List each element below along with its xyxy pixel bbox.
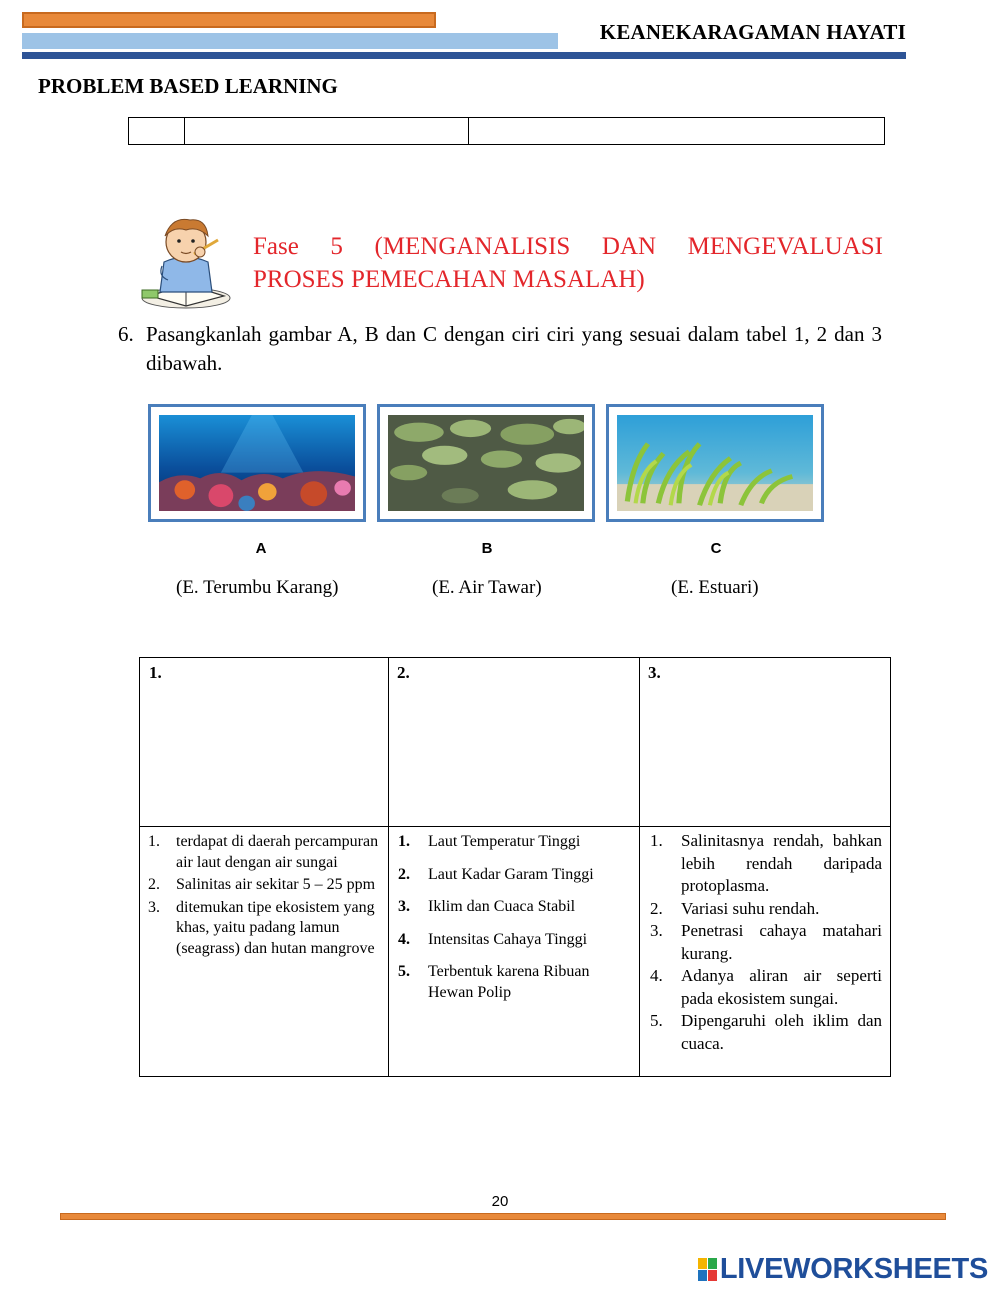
image-label-b: B [481,540,493,557]
header-blue-bar [22,33,558,49]
image-caption-b: (E. Air Tawar) [432,577,542,598]
document-title: KEANEKARAGAMAN HAYATI [599,20,906,44]
top-empty-table [128,117,885,145]
list-item: 4. Adanya aliran air seperti pada ekosistem sungai. [650,966,882,1008]
seagrass-estuary-photo [606,404,824,522]
question-number: 6. [118,322,134,346]
header-navy-bar [22,52,906,59]
list-item: 4. Intensitas Cahaya Tinggi [398,930,588,948]
list-item: 3. ditemukan tipe ekosistem yang khas, yaitu padang lamun (seagrass) dan hutan mangrove [148,898,375,957]
phase-heading [253,230,883,296]
liveworksheets-brand: LIVEWORKSHEETS [719,1253,988,1285]
list-item: 2. Variasi suhu rendah. [650,898,820,918]
characteristics-list-2 [398,832,638,1015]
list-item: 3. Iklim dan Cuaca Stabil [398,898,576,915]
matching-table [139,657,891,1077]
list-item: 2. Laut Kadar Garam Tinggi [398,865,594,883]
header-orange-bar [22,12,436,28]
freshwater-pond-photo [377,404,595,522]
image-caption-c: (E. Estuari) [671,577,759,598]
list-item: 5. Terbentuk karena Ribuan Hewan Polip [398,963,590,1001]
coral-reef-photo [148,404,366,522]
footer-orange-bar [60,1213,946,1220]
phase-heading-line2: PROSES PEMECAHAN MASALAH) [253,266,645,293]
table-header-2: 2. [397,663,410,682]
list-item: 1. Laut Temperatur Tinggi [398,833,581,850]
table-header-3: 3. [648,663,661,682]
liveworksheets-logo[interactable] [698,1253,988,1286]
phase-heading-line1: Fase 5 (MENGANALISIS DAN MENGEVALUASI [253,233,883,260]
characteristics-list-1 [148,832,380,961]
image-caption-a: (E. Terumbu Karang) [176,577,339,598]
list-item: 2. Salinitas air sekitar 5 – 25 ppm [148,876,376,893]
list-item: 1. Salinitasnya rendah, bahkan lebih rendah daripada protoplasma. [650,831,882,895]
list-item: 3. Penetrasi cahaya matahari kurang. [650,921,882,963]
list-item: 1. terdapat di daerah percampuran air laut dengan air sungai [148,833,379,871]
image-label-a: A [255,540,267,557]
characteristics-list-3 [650,830,882,1055]
list-item: 5. Dipengaruhi oleh iklim dan cuaca. [650,1011,882,1053]
question [118,320,882,378]
section-title: PROBLEM BASED LEARNING [38,74,338,98]
liveworksheets-icon [698,1258,717,1281]
page-number: 20 [491,1193,509,1210]
student-reading-icon [138,210,234,310]
image-label-c: C [710,540,722,557]
question-text: Pasangkanlah gambar A, B dan C dengan ciri ciri yang sesuai dalam tabel 1, 2 dan 3 dibawah. [146,322,882,375]
table-header-1: 1. [149,663,162,682]
